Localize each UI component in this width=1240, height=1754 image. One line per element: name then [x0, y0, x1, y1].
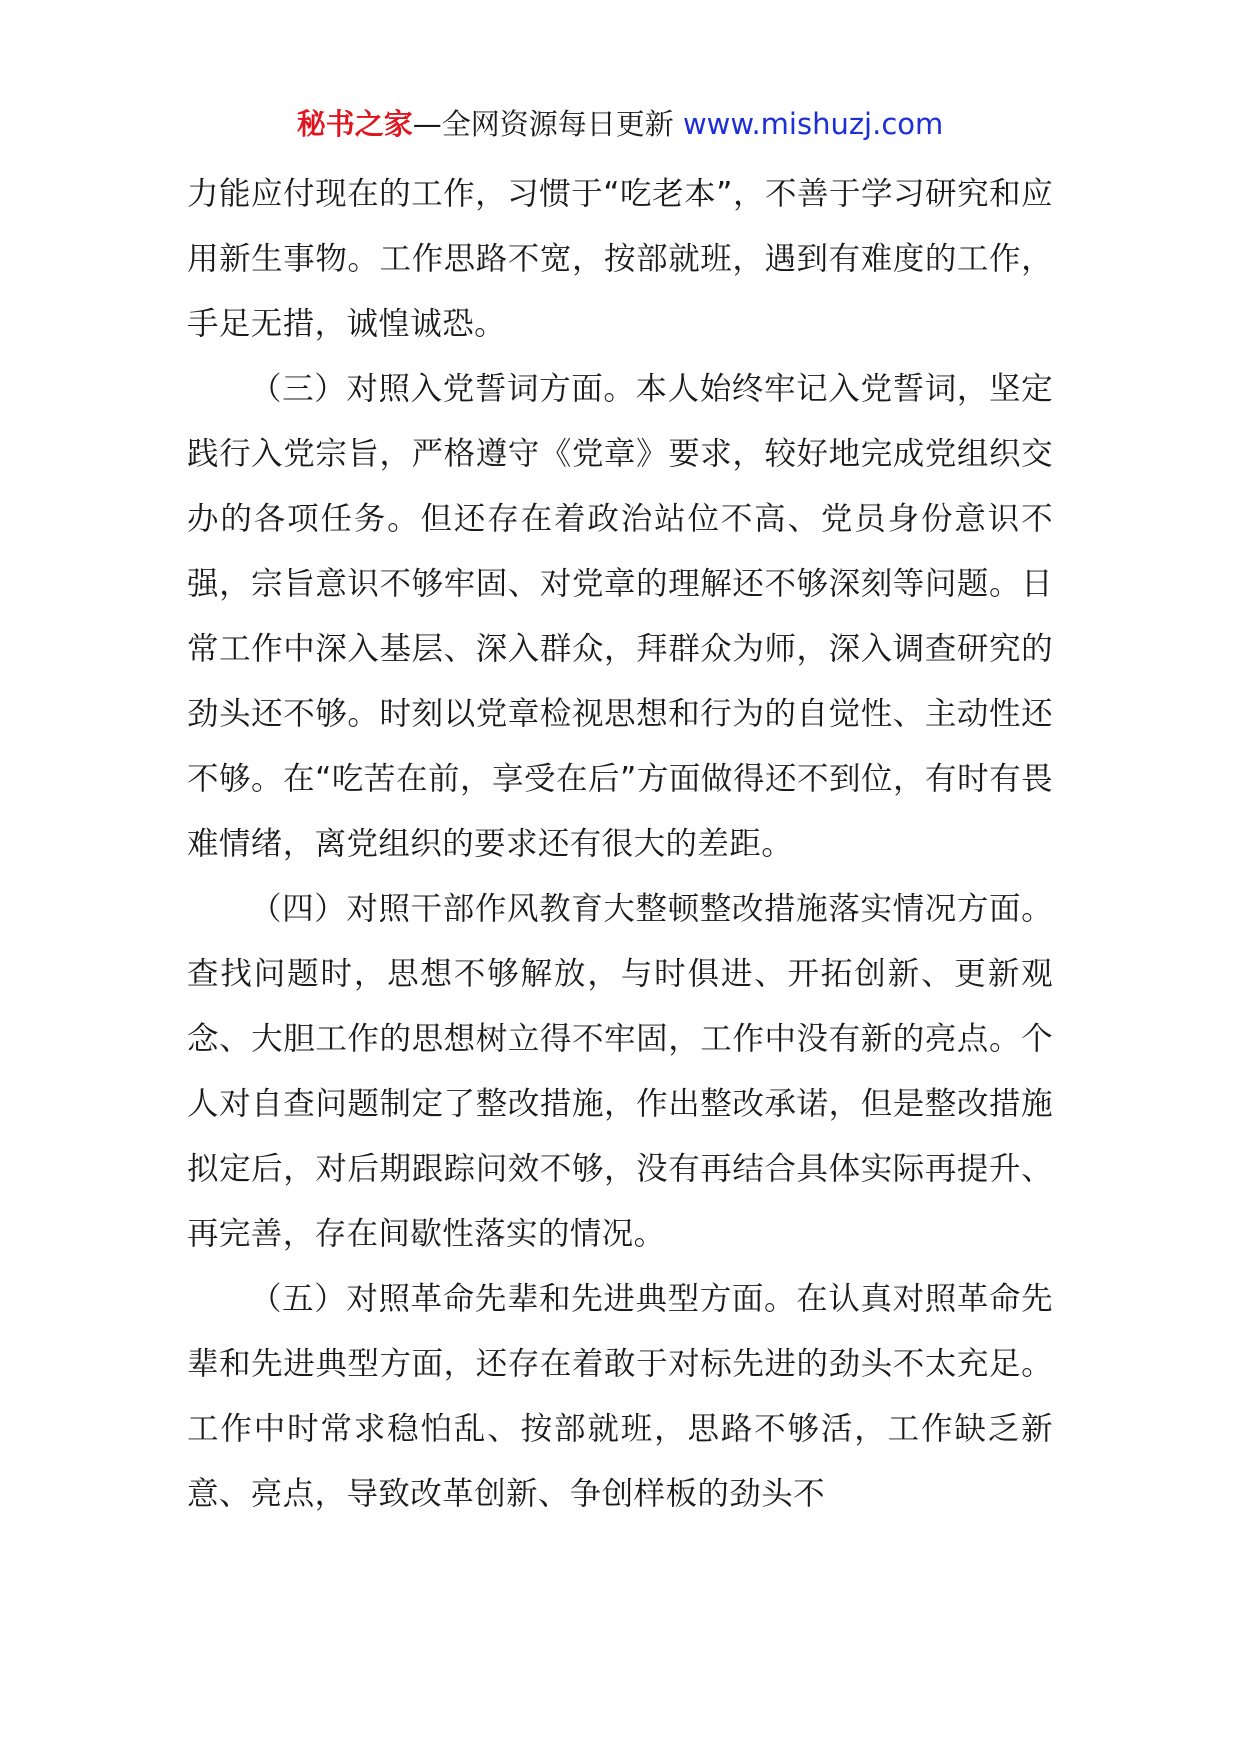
site-url-link[interactable]: www.mishuzj.com [682, 107, 944, 141]
site-tagline: —全网资源每日更新 [412, 107, 674, 141]
document-body [187, 162, 1053, 1527]
paragraph-section-5: （五）对照革命先辈和先进典型方面。在认真对照革命先辈和先进典型方面，还存在着敢于对标先进的劲头不太充足。工作中时常求稳怕乱、按部就班，思路不够活，工作缺乏新意、亮点，导致改革创新、争创样板的劲头不 [187, 1281, 1053, 1512]
site-brand: 秘书之家 [296, 107, 413, 141]
paragraph-section-4: （四）对照干部作风教育大整顿整改措施落实情况方面。查找问题时，思想不够解放，与时俱进、开拓创新、更新观念、大胆工作的思想树立得不牢固，工作中没有新的亮点。个人对自查问题制定了整改措施，作出整改承诺，但是整改措施拟定后，对后期跟踪问效不够，没有再结合具体实际再提升、再完善，存在间歇性落实的情况。 [187, 891, 1053, 1252]
paragraph-continued: 力能应付现在的工作，习惯于“吃老本”，不善于学习研究和应用新生事物。工作思路不宽，按部就班，遇到有难度的工作，手足无措，诚惶诚恐。 [187, 176, 1053, 342]
site-header [0, 100, 1240, 148]
paragraph-section-3: （三）对照入党誓词方面。本人始终牢记入党誓词，坚定践行入党宗旨，严格遵守《党章》要求，较好地完成党组织交办的各项任务。但还存在着政治站位不高、党员身份意识不强，宗旨意识不够牢固、对党章的理解还不够深刻等问题。日常工作中深入基层、深入群众，拜群众为师，深入调查研究的劲头还不够。时刻以党章检视思想和行为的自觉性、主动性还不够。在“吃苦在前，享受在后”方面做得还不到位，有时有畏难情绪，离党组织的要求还有很大的差距。 [187, 371, 1053, 862]
